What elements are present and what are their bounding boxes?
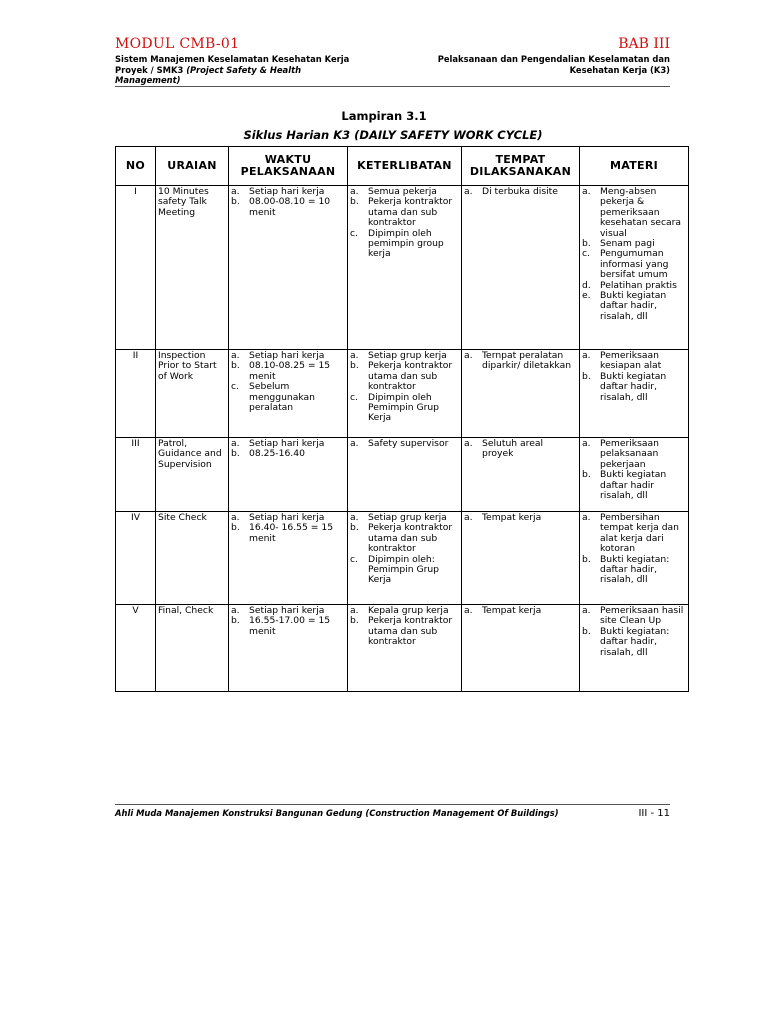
list-text: Pemeriksaan kesiapan alat <box>600 350 662 372</box>
cell-materi <box>580 438 689 512</box>
list-marker: b. <box>231 522 240 534</box>
list-marker: a. <box>464 438 473 449</box>
list-item <box>582 372 686 403</box>
list-text: Pembersihan tempat kerja dan alat kerja dari kotoran <box>600 512 679 555</box>
header-left-line2-plain: Proyek / SMK3 <box>115 64 187 75</box>
list-item <box>231 523 345 544</box>
list-marker: b. <box>231 196 240 208</box>
list-text: 16.40- 16.55 = 15 menit <box>249 522 334 544</box>
list-item <box>464 187 577 197</box>
col-header-uraian: URAIAN <box>156 147 229 186</box>
list-text: Bukti kegiatan daftar hadir, risalah, dll <box>600 370 667 403</box>
list-text: Setiap hari kerja <box>249 350 325 361</box>
list-text: 08.10-08.25 = 15 menit <box>249 360 331 382</box>
header-left-line1: Sistem Manajemen Keselamatan Kesehatan Kerja <box>115 54 350 64</box>
page-header <box>115 36 670 86</box>
list-text: Setiap hari kerja <box>249 438 325 449</box>
list-text: Ternpat peralatan diparkir/ diletakkan <box>482 350 572 372</box>
cell-materi <box>580 605 689 692</box>
list-marker: a. <box>231 186 240 197</box>
list-marker: a. <box>582 350 591 361</box>
list-marker: b. <box>582 370 591 382</box>
list-marker: b. <box>231 448 240 460</box>
list-marker: a. <box>350 605 359 616</box>
list-marker: a. <box>464 512 473 523</box>
cell-no: IV <box>116 512 156 605</box>
keterlibatan-list <box>350 439 459 449</box>
tempat-list <box>464 351 577 372</box>
list-item <box>582 513 686 555</box>
cell-keterlibatan <box>348 438 462 512</box>
table-row <box>116 186 689 350</box>
safety-cycle-table <box>115 146 689 692</box>
keterlibatan-list <box>350 187 459 260</box>
cell-uraian: Patrol, Guidance and Supervision <box>156 438 229 512</box>
list-item <box>350 555 459 586</box>
list-marker: a. <box>231 438 240 449</box>
cell-waktu <box>229 605 348 692</box>
table-row <box>116 512 689 605</box>
list-marker: b. <box>582 553 591 565</box>
list-text: Kepala grup kerja <box>368 605 449 616</box>
list-marker: b. <box>582 469 591 481</box>
list-item <box>350 361 459 392</box>
list-text: Setiap hari kerja <box>249 186 325 197</box>
list-marker: a. <box>350 350 359 361</box>
list-item <box>582 291 686 322</box>
cell-tempat <box>462 350 580 438</box>
list-marker: a. <box>231 512 240 523</box>
list-item <box>464 439 577 460</box>
list-text: Selutuh areal proyek <box>482 438 544 460</box>
list-text: Dipimpin oleh pemimpin group kerja <box>368 227 444 260</box>
col-header-materi: MATERI <box>580 147 689 186</box>
cell-waktu <box>229 438 348 512</box>
waktu-list <box>231 513 345 544</box>
tempat-list <box>464 513 577 523</box>
list-text: Setiap grup kerja <box>368 512 447 523</box>
list-marker: b. <box>350 615 359 627</box>
list-marker: b. <box>350 360 359 372</box>
list-item <box>350 523 459 554</box>
header-left-text <box>115 54 400 86</box>
list-marker: e. <box>582 290 591 302</box>
table-header-row <box>116 147 689 186</box>
list-text: Setiap grup kerja <box>368 350 447 361</box>
cell-tempat <box>462 512 580 605</box>
list-text: Pekerja kontraktor utama dan sub kontraktor <box>368 196 453 229</box>
list-marker: c. <box>350 391 358 403</box>
list-item <box>350 439 459 449</box>
cell-keterlibatan <box>348 350 462 438</box>
list-marker: b. <box>231 360 240 372</box>
list-marker: b. <box>582 625 591 637</box>
list-text: Bukti kegiatan: daftar hadir, risalah, dll <box>600 553 670 586</box>
list-item <box>582 439 686 470</box>
list-marker: b. <box>350 196 359 208</box>
list-item <box>231 449 345 459</box>
header-right-line1: Pelaksanaan dan Pengendalian Keselamatan dan <box>437 54 670 64</box>
list-item <box>350 393 459 424</box>
list-text: Bukti kegiatan daftar hadir, risalah, dll <box>600 290 667 322</box>
list-item <box>231 616 345 637</box>
list-text: Dipimpin oleh Pemimpin Grup Kerja <box>368 391 439 424</box>
keterlibatan-list <box>350 513 459 586</box>
cell-no: II <box>116 350 156 438</box>
list-text: Sebelum menggunakan peralatan <box>249 381 315 414</box>
list-text: Pelatihan praktis <box>600 279 677 291</box>
list-text: Bukti kegiatan daftar hadir risalah, dll <box>600 469 667 502</box>
waktu-list <box>231 187 345 218</box>
list-item <box>231 197 345 218</box>
list-marker: a. <box>464 605 473 616</box>
list-item <box>582 249 686 280</box>
list-item <box>464 351 577 372</box>
keterlibatan-list <box>350 351 459 424</box>
cell-keterlibatan <box>348 186 462 350</box>
module-code: MODUL CMB-01 <box>115 36 240 52</box>
list-item <box>582 351 686 372</box>
list-text: 08.00-08.10 = 10 menit <box>249 196 331 218</box>
list-marker: a. <box>350 512 359 523</box>
waktu-list <box>231 351 345 413</box>
list-marker: b. <box>231 615 240 627</box>
cell-no: I <box>116 186 156 350</box>
cell-materi <box>580 186 689 350</box>
header-right-line2: Kesehatan Kerja (K3) <box>569 64 670 75</box>
list-item <box>350 229 459 260</box>
list-text: 08.25-16.40 <box>249 448 305 460</box>
cell-materi <box>580 512 689 605</box>
list-marker: c. <box>350 553 358 565</box>
waktu-list <box>231 606 345 637</box>
footer-course-title: Ahli Muda Manajemen Konstruksi Bangunan Gedung (Construction Management Of Buildings) <box>115 808 559 818</box>
tempat-list <box>464 439 577 460</box>
list-text: Meng-absen pekerja & pemeriksaan kesehatan secara visual <box>600 186 682 239</box>
header-divider <box>115 86 670 87</box>
table-row <box>116 438 689 512</box>
list-item <box>464 513 577 523</box>
list-marker: a. <box>582 186 591 197</box>
list-text: Safety supervisor <box>368 438 449 449</box>
list-item <box>350 616 459 647</box>
list-text: Pekerja kontraktor utama dan sub kontraktor <box>368 360 453 393</box>
cell-uraian: Final, Check <box>156 605 229 692</box>
cell-waktu <box>229 186 348 350</box>
list-text: Pekerja kontraktor utama dan sub kontraktor <box>368 522 453 555</box>
list-text: Pemeriksaan hasil site Clean Up <box>600 605 684 627</box>
keterlibatan-list <box>350 606 459 648</box>
list-marker: a. <box>582 438 591 449</box>
list-item <box>464 606 577 616</box>
materi-list <box>582 187 686 322</box>
tempat-list <box>464 606 577 616</box>
list-text: Pekerja kontraktor utama dan sub kontraktor <box>368 615 453 648</box>
cell-uraian: Inspection Prior to Start of Work <box>156 350 229 438</box>
header-left-line2 <box>115 65 400 76</box>
table-row <box>116 350 689 438</box>
cell-waktu <box>229 350 348 438</box>
cell-tempat <box>462 186 580 350</box>
table-row <box>116 605 689 692</box>
list-marker: a. <box>350 438 359 449</box>
waktu-list <box>231 439 345 460</box>
list-marker: c. <box>582 248 590 260</box>
list-item <box>582 187 686 239</box>
list-marker: a. <box>464 186 473 197</box>
list-text: 16.55-17.00 = 15 menit <box>249 615 331 637</box>
list-marker: d. <box>582 279 591 291</box>
list-item <box>231 382 345 413</box>
list-text: Senam pagi <box>600 238 655 250</box>
list-marker: b. <box>350 522 359 534</box>
list-text: Pengumuman informasi yang bersifat umum <box>600 248 669 281</box>
list-text: Setiap hari kerja <box>249 605 325 616</box>
col-header-waktu: WAKTU PELAKSANAAN <box>229 147 348 186</box>
list-text: Dipimpin oleh: Pemimpin Grup Kerja <box>368 553 439 586</box>
header-left-line3: Management) <box>115 75 181 85</box>
list-marker: a. <box>231 605 240 616</box>
cell-no: III <box>116 438 156 512</box>
col-header-tempat: TEMPAT DILAKSANAKAN <box>462 147 580 186</box>
list-text: Semua pekerja <box>368 186 437 197</box>
cell-keterlibatan <box>348 605 462 692</box>
cell-keterlibatan <box>348 512 462 605</box>
cell-uraian: Site Check <box>156 512 229 605</box>
page-footer <box>115 808 670 819</box>
list-item <box>582 555 686 586</box>
chapter-label: BAB III <box>618 36 670 52</box>
list-marker: a. <box>350 186 359 197</box>
materi-list <box>582 439 686 501</box>
list-item <box>582 627 686 658</box>
list-marker: b. <box>582 238 591 250</box>
list-marker: a. <box>582 605 591 616</box>
cell-waktu <box>229 512 348 605</box>
col-header-no: NO <box>116 147 156 186</box>
header-left-line2-italic: (Project Safety & Health <box>186 64 302 75</box>
list-item <box>231 361 345 382</box>
cell-tempat <box>462 605 580 692</box>
list-marker: a. <box>231 350 240 361</box>
list-marker: a. <box>464 350 473 361</box>
col-header-keterlibatan: KETERLIBATAN <box>348 147 462 186</box>
materi-list <box>582 606 686 658</box>
cell-uraian: 10 Minutes safety Talk Meeting <box>156 186 229 350</box>
page-number: III - 11 <box>638 808 670 819</box>
list-text: Tempat kerja <box>482 605 542 616</box>
footer-divider <box>115 804 670 805</box>
list-text: Setiap hari kerja <box>249 512 325 523</box>
list-text: Di terbuka disite <box>482 186 558 197</box>
list-text: Tempat kerja <box>482 512 542 523</box>
tempat-list <box>464 187 577 197</box>
list-item <box>582 606 686 627</box>
list-text: Pemeriksaan pelaksanaan pekerjaan <box>600 438 659 470</box>
materi-list <box>582 351 686 403</box>
list-item <box>350 197 459 228</box>
materi-list <box>582 513 686 586</box>
cell-tempat <box>462 438 580 512</box>
table-title: Siklus Harian K3 (DAILY SAFETY WORK CYCLE) <box>243 128 543 142</box>
list-marker: c. <box>350 227 358 239</box>
list-item <box>582 470 686 501</box>
list-text: Bukti kegiatan: daftar hadir, risalah, dll <box>600 625 670 658</box>
list-marker: c. <box>231 381 239 393</box>
list-marker: a. <box>582 512 591 523</box>
header-right-text <box>405 54 670 86</box>
cell-materi <box>580 350 689 438</box>
cell-no: V <box>116 605 156 692</box>
appendix-title: Lampiran 3.1 <box>341 109 427 123</box>
